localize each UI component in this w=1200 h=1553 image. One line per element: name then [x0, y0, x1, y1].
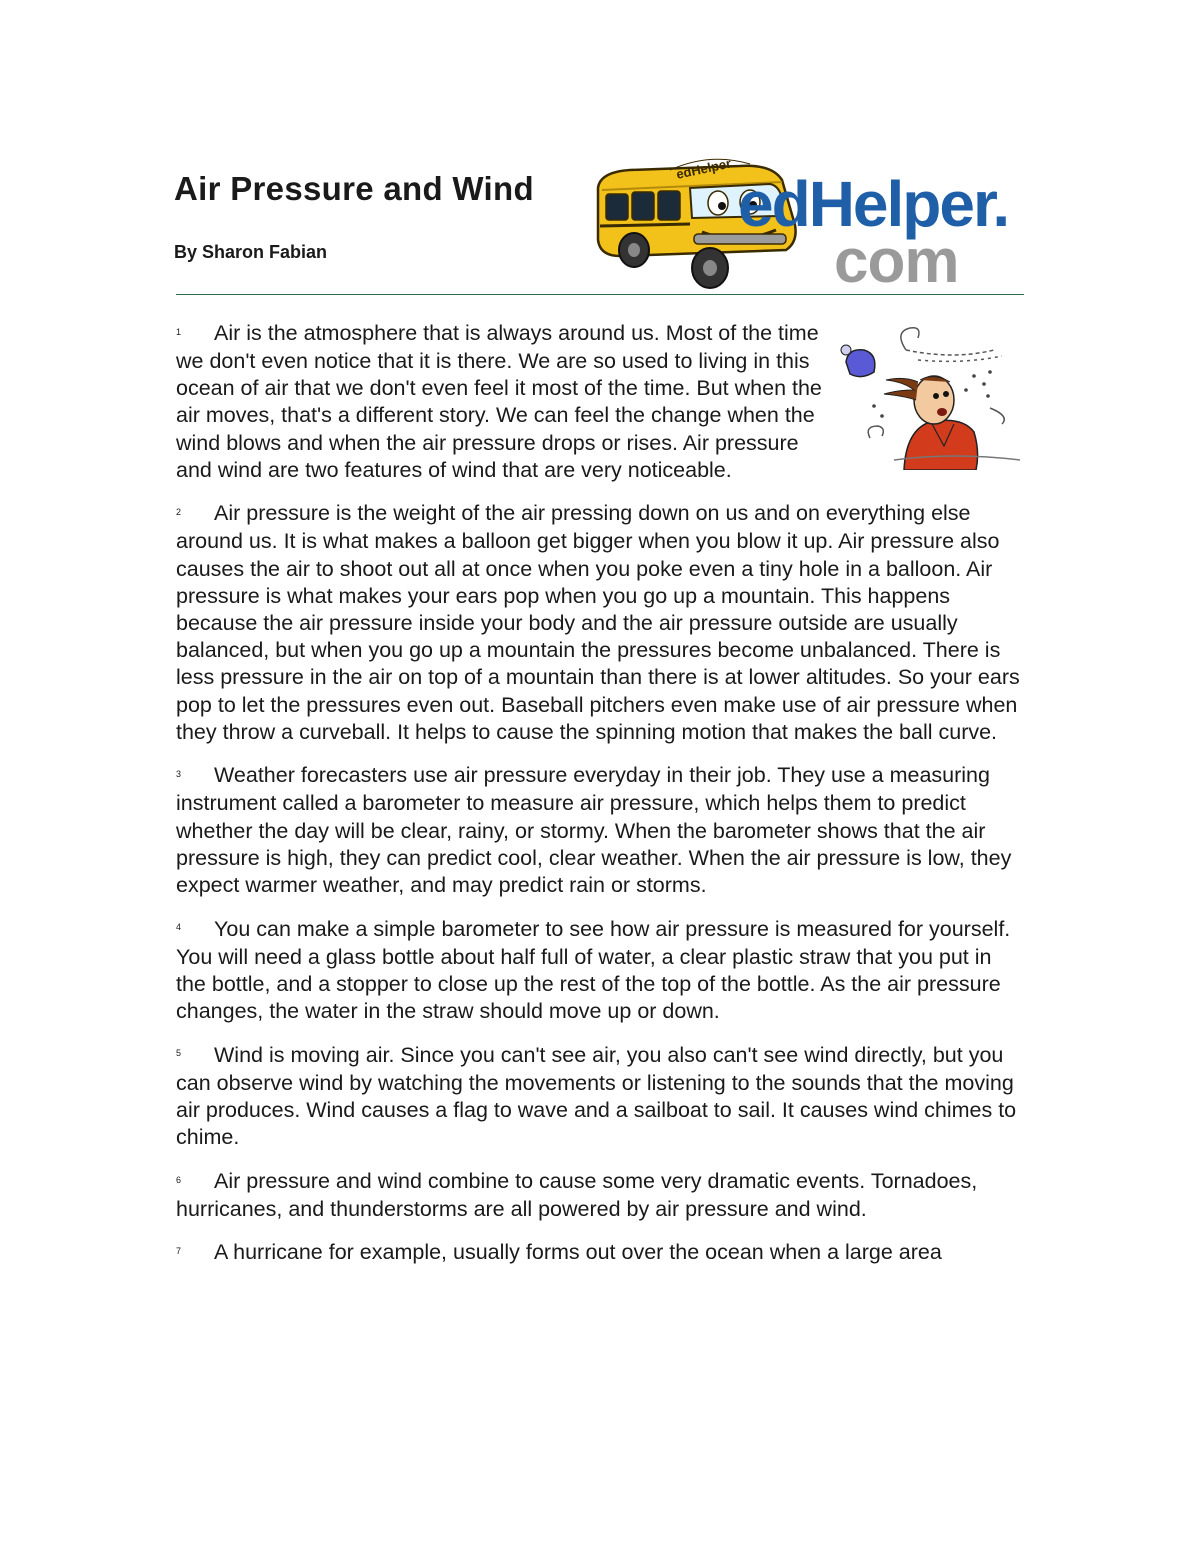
paragraph: [176, 320, 836, 484]
paragraph-text: You can make a simple barometer to see how air pressure is measured for yourself. You will need a glass bottle about half full of water, a clear plastic straw that you put in the bottle, and a stopper to close up the rest of the top of the bottle. As the air pressure changes, the water in the straw should move up or down.: [176, 916, 1011, 1024]
paragraph-number: 6: [176, 1174, 182, 1185]
header-divider: [176, 294, 1024, 295]
paragraph-text: Air pressure and wind combine to cause some very dramatic events. Tornadoes, hurricanes, and thunderstorms are all powered by air pressure and wind.: [176, 1168, 978, 1221]
paragraph-number: 7: [176, 1246, 182, 1257]
paragraph: [176, 500, 1026, 746]
paragraph-number: 3: [176, 769, 182, 780]
paragraph: [176, 1042, 1026, 1152]
logo-wordmark-bottom: com: [834, 227, 959, 295]
page-title: Air Pressure and Wind: [174, 170, 534, 207]
paragraph-text: Weather forecasters use air pressure everyday in their job. They use a measuring instrument called a barometer to measure air pressure, which helps them to predict whether the day will be clear, rainy, or stormy. When the barometer shows that the air pressure is high, they can predict cool, clear weather. When the air pressure is low, they expect warmer weather, and may predict rain or storms.: [176, 763, 1012, 898]
paragraph-text: Wind is moving air. Since you can't see air, you also can't see wind directly, but you can observe wind by watching the movements or listening to the sounds that the moving air produces. Wind causes a flag to wave and a sailboat to sail. It causes wind chimes to chime.: [176, 1042, 1017, 1150]
author-byline: By Sharon Fabian: [174, 242, 328, 262]
paragraph-number: 4: [176, 922, 182, 933]
paragraph: [176, 762, 1026, 899]
logo-wordmark-top: edHelper.: [738, 168, 1009, 240]
paragraph-number: 2: [176, 507, 182, 518]
paragraph: [176, 1239, 1026, 1267]
paragraph-text: Air pressure is the weight of the air pressing down on us and on everything else around us. It is what makes a balloon get bigger when you blow it up. Air pressure also causes the air to shoot out all at once when you poke even a tiny hole in a balloon. Air pressure is what makes your ears pop when you go up a mountain. This happens because the air pressure inside your body and the air pressure outside are usually balanced, but when you go up a mountain the pressures become unbalanced. There is less pressure in the air on top of a mountain than there is at lower altitudes. So your ears pop to let the pressures even out. Baseball pitchers even make use of air pressure when they throw a curveball. It helps to cause the spinning motion that makes the ball curve.: [176, 501, 1020, 744]
paragraph-text: A hurricane for example, usually forms out over the ocean when a large area: [214, 1240, 942, 1265]
paragraph-text: Air is the atmosphere that is always around us. Most of the time we don't even notice that it is there. We are so used to living in this ocean of air that we don't even feel it most of the time. But when the air moves, that's a different story. We can feel the change when the wind blows and when the air pressure drops or rises. Air pressure and wind are two features of wind that are very noticeable.: [176, 321, 822, 482]
paragraph: [176, 1168, 1026, 1223]
paragraph: [176, 916, 1026, 1026]
edhelper-logo: [590, 150, 1030, 295]
paragraph-number: 1: [176, 326, 182, 337]
paragraph-number: 5: [176, 1048, 182, 1059]
bus-sign-text: edHelper: [674, 155, 733, 182]
article-body: [176, 320, 1026, 1284]
